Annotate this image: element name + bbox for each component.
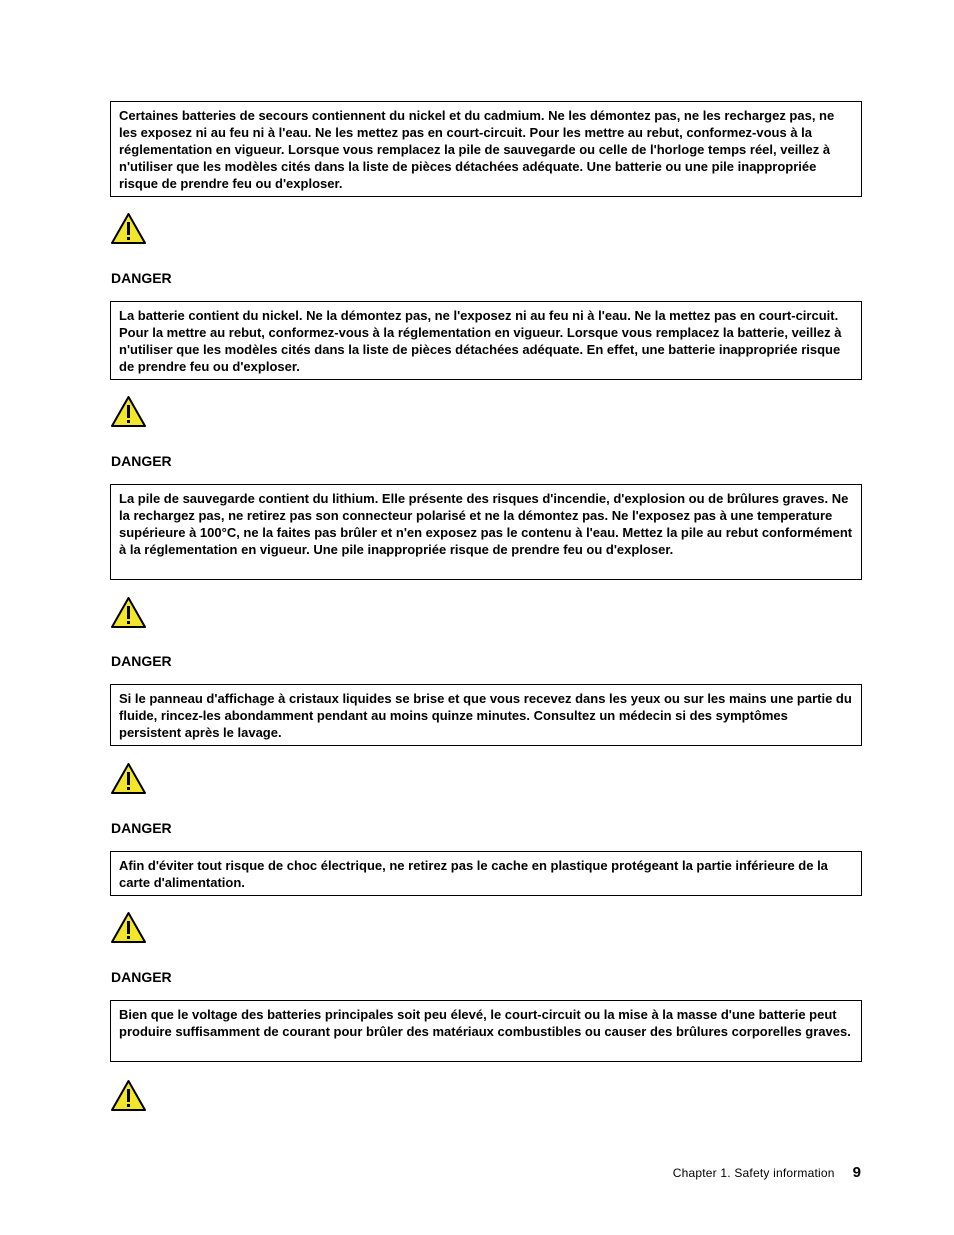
warning-triangle-icon — [110, 395, 147, 428]
safety-notice-box — [110, 301, 862, 380]
safety-notice-text: Certaines batteries de secours contiennent du nickel et du cadmium. Ne les démontez pas, ne les rechargez pas, ne les exposez ni au feu ni à l'eau. Ne les mettez pas en court-circuit. Pour les mettre au rebut, conformez-vous à la réglementation en vigueur. Lorsque vous remplacez la pile de sauvegarde ou celle de l'horloge temps réel, veillez à n'utiliser que les modèles cités dans la liste de pièces détachées adéquate. Une batterie ou une pile inappropriée risque de prendre feu ou d'exploser. — [119, 108, 835, 191]
warning-triangle-icon — [110, 911, 147, 944]
danger-heading: DANGER — [111, 820, 172, 836]
danger-heading: DANGER — [111, 653, 172, 669]
warning-triangle-icon — [110, 762, 147, 795]
page-footer — [673, 1164, 861, 1181]
safety-notice-text: Si le panneau d'affichage à cristaux liquides se brise et que vous recevez dans les yeux ou sur les mains une partie du fluide, rincez-les abondamment pendant au moins quinze minutes. Consultez un médecin si des symptômes persistent après le lavage. — [119, 691, 852, 740]
safety-notice-box — [110, 851, 862, 896]
safety-notice-box — [110, 684, 862, 746]
warning-triangle-icon — [110, 596, 147, 629]
warning-triangle-icon — [110, 212, 147, 245]
chapter-label: Chapter 1. Safety information — [672, 1166, 835, 1180]
danger-heading: DANGER — [111, 969, 172, 985]
safety-notice-text: La batterie contient du nickel. Ne la démontez pas, ne l'exposez ni au feu ni à l'eau. Ne la mettez pas en court-circuit. Pour la mettre au rebut, conformez-vous à la réglementation en vigueur. Lorsque vous remplacez la batterie, veillez à n'utiliser que les modèles cités dans la liste de pièces détachées adéquate. En effet, une batterie inappropriée risque de prendre feu ou d'exploser. — [119, 308, 842, 374]
warning-triangle-icon — [110, 1079, 147, 1112]
safety-notice-box — [110, 484, 862, 580]
safety-notice-text: La pile de sauvegarde contient du lithium. Elle présente des risques d'incendie, d'explosion ou de brûlures graves. Ne la rechargez pas, ne retirez pas son connecteur polarisé et ne la démontez pas. Ne l'exposez pas à une temperature supérieure à 100°C, ne la faites pas brûler et n'en exposez pas le contenu à l'eau. Mettez la pile au rebut conformément à la réglementation en vigueur. Une pile inappropriée risque de prendre feu ou d'exploser. — [119, 491, 853, 557]
safety-notice-box — [110, 1000, 862, 1062]
page-number: 9 — [852, 1164, 861, 1181]
danger-heading: DANGER — [111, 453, 172, 469]
danger-heading: DANGER — [111, 270, 172, 286]
safety-notice-text: Bien que le voltage des batteries principales soit peu élevé, le court-circuit ou la mise à la masse d'une batterie peut produire suffisamment de courant pour brûler des matériaux combustibles ou causer des brûlures corporelles graves. — [119, 1007, 851, 1039]
safety-notice-box — [110, 101, 862, 197]
safety-notice-text: Afin d'éviter tout risque de choc électrique, ne retirez pas le cache en plastique protégeant la partie inférieure de la carte d'alimentation. — [119, 858, 828, 890]
